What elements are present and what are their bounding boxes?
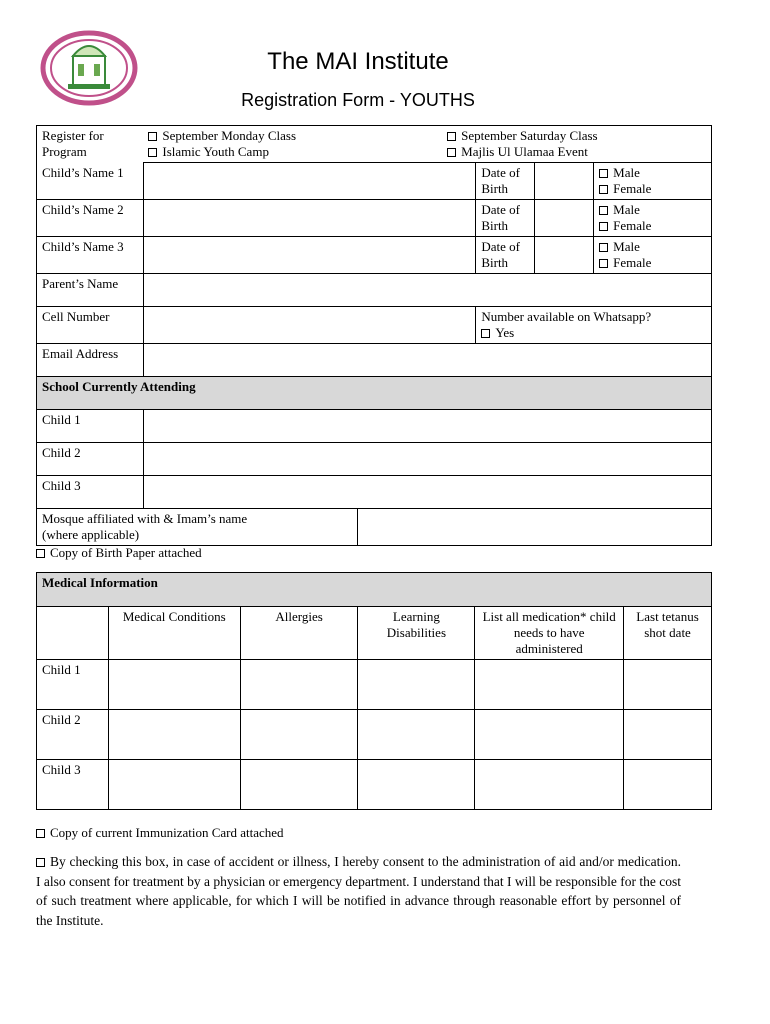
school-row [37,410,712,443]
option-september-monday[interactable]: September Monday Class [148,128,352,144]
school-child-field[interactable] [143,443,711,476]
school-child-label: Child 3 [37,476,144,509]
col-learning-disabilities: Learning Disabilities [358,607,475,660]
medical-heading: Medical Information [37,573,712,607]
child-name-label: Child’s Name 1 [37,163,144,200]
medical-cell[interactable] [358,660,475,710]
child-name-label: Child’s Name 3 [37,237,144,274]
medical-child-label: Child 2 [37,710,109,760]
gender-options [594,200,712,237]
medical-corner [37,607,109,660]
cell-number-field[interactable] [143,307,475,344]
male-checkbox[interactable]: Male [599,165,706,181]
male-checkbox[interactable]: Male [599,239,706,255]
medical-cell[interactable] [624,710,712,760]
email-field[interactable] [143,344,711,377]
option-islamic-youth-camp[interactable]: Islamic Youth Camp [148,144,352,160]
mosque-field[interactable] [357,509,711,546]
child-name-row-2 [37,200,712,237]
option-majlis-ul-ulamaa[interactable]: Majlis Ul Ulamaa Event [447,144,706,160]
medical-child-label: Child 3 [37,760,109,810]
medical-cell[interactable] [624,760,712,810]
register-label: Register for Program [37,126,144,163]
parent-name-field[interactable] [143,274,711,307]
school-child-label: Child 2 [37,443,144,476]
female-checkbox[interactable]: Female [599,255,706,271]
col-medical-conditions: Medical Conditions [108,607,240,660]
medical-cell[interactable] [240,660,358,710]
school-child-field[interactable] [143,410,711,443]
school-child-label: Child 1 [37,410,144,443]
medical-cell[interactable] [475,710,624,760]
dob-field[interactable] [535,237,594,274]
mosque-label-cell [37,509,358,546]
child-name-row-1 [37,163,712,200]
female-checkbox[interactable]: Female [599,181,706,197]
consent-text: By checking this box, in case of accident or illness, I hereby consent to the administration of aid and/or medication. I also consent for treatment by a physician or emergency department. I understand that I will be responsible for the cost of such treatment where applicable, for which I will be notified in advance through reasonable effort by personnel of the Institute. [36,854,681,928]
medical-cell[interactable] [108,760,240,810]
medical-cell[interactable] [108,660,240,710]
consent-checkbox[interactable] [36,854,50,869]
gender-options [594,237,712,274]
child-name-row-3 [37,237,712,274]
option-september-saturday[interactable]: September Saturday Class [447,128,706,144]
dob-label: Date of Birth [476,163,535,200]
child-name-field[interactable] [143,237,475,274]
medical-cell[interactable] [108,710,240,760]
birth-paper-checkbox[interactable]: Copy of Birth Paper attached [36,545,202,561]
child-name-field[interactable] [143,163,475,200]
col-medication: List all medication* child needs to have administered [475,607,624,660]
female-checkbox[interactable]: Female [599,218,706,234]
child-name-field[interactable] [143,200,475,237]
medical-cell[interactable] [358,760,475,810]
cell-number-label: Cell Number [37,307,144,344]
child-name-label: Child’s Name 2 [37,200,144,237]
medical-row [37,710,712,760]
whatsapp-label: Number available on Whatsapp? [481,309,652,324]
whatsapp-yes-checkbox[interactable]: Yes [481,325,706,341]
gender-options [594,163,712,200]
col-tetanus-date: Last tetanus shot date [624,607,712,660]
school-heading: School Currently Attending [37,377,712,410]
school-child-field[interactable] [143,476,711,509]
school-row [37,476,712,509]
program-options-left [143,126,357,163]
registration-table [36,125,712,546]
mosque-label: Mosque affiliated with & Imam’s name (where applicable) [42,511,248,542]
page-title: The MAI Institute [267,48,449,75]
medical-cell[interactable] [475,760,624,810]
col-allergies: Allergies [240,607,358,660]
medical-table [36,572,712,810]
medical-row [37,760,712,810]
form-subtitle: Registration Form - YOUTHS [241,90,475,110]
dob-label: Date of Birth [476,200,535,237]
medical-cell[interactable] [475,660,624,710]
dob-label: Date of Birth [476,237,535,274]
male-checkbox[interactable]: Male [599,202,706,218]
medical-cell[interactable] [240,710,358,760]
medical-child-label: Child 1 [37,660,109,710]
immunization-checkbox[interactable]: Copy of current Immunization Card attached [36,825,284,841]
medical-cell[interactable] [624,660,712,710]
email-label: Email Address [37,344,144,377]
medical-row [37,660,712,710]
program-options-right [357,126,711,163]
parent-name-label: Parent’s Name [37,274,144,307]
medical-cell[interactable] [358,710,475,760]
school-row [37,443,712,476]
whatsapp-question [476,307,712,344]
medical-cell[interactable] [240,760,358,810]
dob-field[interactable] [535,200,594,237]
consent-paragraph [36,852,681,930]
dob-field[interactable] [535,163,594,200]
